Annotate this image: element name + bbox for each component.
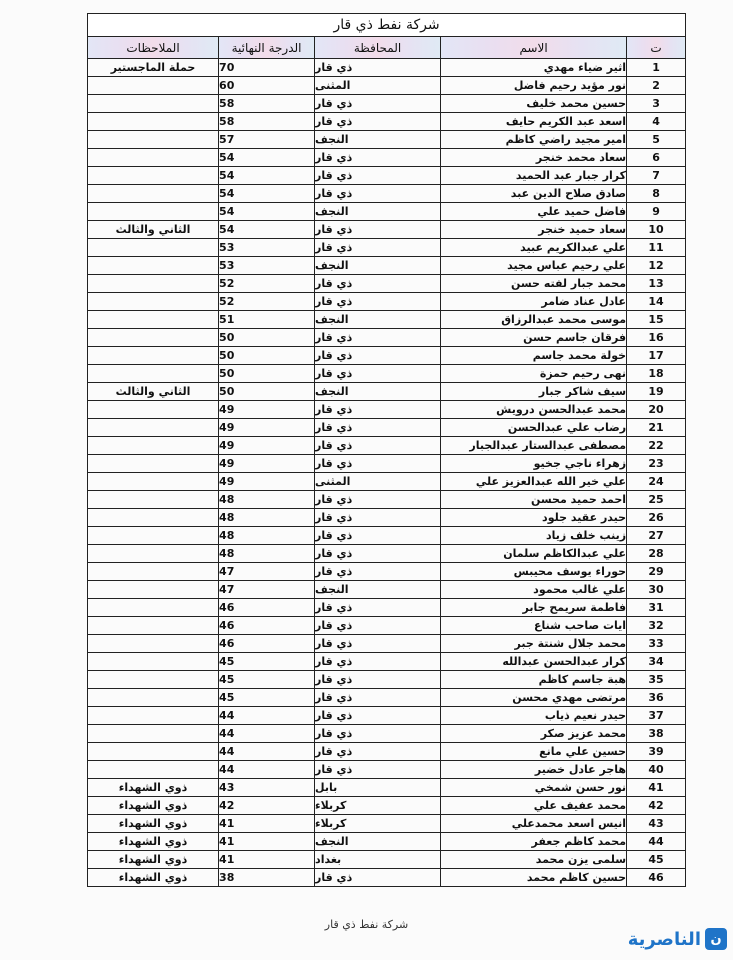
table-row xyxy=(88,59,686,77)
row-number: 36 xyxy=(627,689,686,707)
table-row xyxy=(88,419,686,437)
row-number: 44 xyxy=(627,833,686,851)
row-number: 23 xyxy=(627,455,686,473)
row-name: ايات صاحب شناع xyxy=(441,617,627,635)
row-number: 7 xyxy=(627,167,686,185)
row-name: فاطمة سريمح جابر xyxy=(441,599,627,617)
row-notes xyxy=(88,743,219,761)
row-name: محمد عبدالحسن درويش xyxy=(441,401,627,419)
table-row xyxy=(88,95,686,113)
row-notes xyxy=(88,635,219,653)
row-name: كرار عبدالحسن عبدالله xyxy=(441,653,627,671)
row-grade: 49 xyxy=(219,437,315,455)
table-row xyxy=(88,293,686,311)
row-grade: 58 xyxy=(219,113,315,131)
row-name: محمد كاظم جعفر xyxy=(441,833,627,851)
row-grade: 44 xyxy=(219,761,315,779)
table-row xyxy=(88,113,686,131)
row-notes: ذوي الشهداء xyxy=(88,833,219,851)
table-row xyxy=(88,635,686,653)
row-number: 41 xyxy=(627,779,686,797)
row-notes xyxy=(88,347,219,365)
row-grade: 53 xyxy=(219,239,315,257)
row-governorate: النجف xyxy=(315,203,441,221)
row-governorate: ذي قار xyxy=(315,761,441,779)
header-row xyxy=(88,37,686,59)
row-governorate: بابل xyxy=(315,779,441,797)
row-grade: 50 xyxy=(219,347,315,365)
row-name: صادق صلاح الدين عبد xyxy=(441,185,627,203)
row-name: علي رحيم عباس مجيد xyxy=(441,257,627,275)
row-notes xyxy=(88,203,219,221)
row-grade: 45 xyxy=(219,653,315,671)
row-grade: 54 xyxy=(219,167,315,185)
row-governorate: ذي قار xyxy=(315,95,441,113)
table-row xyxy=(88,617,686,635)
row-number: 31 xyxy=(627,599,686,617)
row-notes xyxy=(88,491,219,509)
table-row xyxy=(88,761,686,779)
row-notes xyxy=(88,653,219,671)
row-name: سيف شاكر جبار xyxy=(441,383,627,401)
row-governorate: ذي قار xyxy=(315,347,441,365)
table-row xyxy=(88,509,686,527)
table-row xyxy=(88,581,686,599)
row-number: 40 xyxy=(627,761,686,779)
row-name: علي عبدالكاظم سلمان xyxy=(441,545,627,563)
row-number: 33 xyxy=(627,635,686,653)
row-grade: 46 xyxy=(219,617,315,635)
row-governorate: ذي قار xyxy=(315,275,441,293)
row-name: سعاد حميد خنجر xyxy=(441,221,627,239)
row-grade: 50 xyxy=(219,383,315,401)
table-row xyxy=(88,833,686,851)
table-row xyxy=(88,743,686,761)
row-grade: 50 xyxy=(219,365,315,383)
row-name: نهى رحيم حمزة xyxy=(441,365,627,383)
row-name: مرتضى مهدي محسن xyxy=(441,689,627,707)
row-notes xyxy=(88,77,219,95)
row-governorate: ذي قار xyxy=(315,185,441,203)
header-no: ت xyxy=(627,37,686,59)
table-row xyxy=(88,473,686,491)
row-grade: 44 xyxy=(219,743,315,761)
table-title: شركة نفط ذي قار xyxy=(88,14,686,37)
row-name: رضاب علي عبدالحسن xyxy=(441,419,627,437)
row-number: 42 xyxy=(627,797,686,815)
row-name: محمد عزيز صكر xyxy=(441,725,627,743)
header-grade: الدرجة النهائية xyxy=(219,37,315,59)
row-number: 11 xyxy=(627,239,686,257)
row-governorate: ذي قار xyxy=(315,671,441,689)
table-row xyxy=(88,491,686,509)
row-grade: 46 xyxy=(219,599,315,617)
row-name: هاجر عادل خضير xyxy=(441,761,627,779)
row-notes xyxy=(88,617,219,635)
table-row xyxy=(88,311,686,329)
row-governorate: ذي قار xyxy=(315,113,441,131)
row-number: 46 xyxy=(627,869,686,887)
row-governorate: ذي قار xyxy=(315,563,441,581)
row-number: 27 xyxy=(627,527,686,545)
row-notes xyxy=(88,671,219,689)
table-body xyxy=(88,59,686,887)
row-notes xyxy=(88,563,219,581)
row-grade: 43 xyxy=(219,779,315,797)
row-governorate: ذي قار xyxy=(315,689,441,707)
row-grade: 44 xyxy=(219,725,315,743)
row-number: 34 xyxy=(627,653,686,671)
row-grade: 70 xyxy=(219,59,315,77)
row-name: محمد جلال شنتة جبر xyxy=(441,635,627,653)
row-name: موسى محمد عبدالرزاق xyxy=(441,311,627,329)
row-grade: 47 xyxy=(219,563,315,581)
row-grade: 58 xyxy=(219,95,315,113)
table-row xyxy=(88,365,686,383)
row-grade: 46 xyxy=(219,635,315,653)
row-number: 14 xyxy=(627,293,686,311)
row-governorate: ذي قار xyxy=(315,617,441,635)
row-name: محمد عفيف علي xyxy=(441,797,627,815)
row-notes xyxy=(88,365,219,383)
row-number: 29 xyxy=(627,563,686,581)
row-governorate: ذي قار xyxy=(315,419,441,437)
row-number: 37 xyxy=(627,707,686,725)
table-row xyxy=(88,275,686,293)
row-grade: 54 xyxy=(219,203,315,221)
table-row xyxy=(88,257,686,275)
row-governorate: النجف xyxy=(315,311,441,329)
row-number: 25 xyxy=(627,491,686,509)
row-grade: 48 xyxy=(219,491,315,509)
table-row xyxy=(88,779,686,797)
row-number: 22 xyxy=(627,437,686,455)
row-notes xyxy=(88,131,219,149)
row-notes xyxy=(88,311,219,329)
row-grade: 45 xyxy=(219,671,315,689)
table-row xyxy=(88,653,686,671)
row-number: 18 xyxy=(627,365,686,383)
row-name: اسعد عبد الكريم حايف xyxy=(441,113,627,131)
header-governorate: المحافظة xyxy=(315,37,441,59)
row-number: 15 xyxy=(627,311,686,329)
row-governorate: ذي قار xyxy=(315,293,441,311)
row-number: 26 xyxy=(627,509,686,527)
row-notes: ذوي الشهداء xyxy=(88,815,219,833)
table-row xyxy=(88,329,686,347)
row-notes xyxy=(88,185,219,203)
row-notes xyxy=(88,257,219,275)
row-notes xyxy=(88,689,219,707)
row-number: 17 xyxy=(627,347,686,365)
row-grade: 49 xyxy=(219,473,315,491)
row-name: هبة جاسم كاظم xyxy=(441,671,627,689)
table-row xyxy=(88,797,686,815)
row-number: 6 xyxy=(627,149,686,167)
row-number: 16 xyxy=(627,329,686,347)
row-governorate: النجف xyxy=(315,257,441,275)
row-governorate: ذي قار xyxy=(315,509,441,527)
row-number: 2 xyxy=(627,77,686,95)
row-notes xyxy=(88,545,219,563)
row-number: 38 xyxy=(627,725,686,743)
row-number: 1 xyxy=(627,59,686,77)
row-notes xyxy=(88,473,219,491)
row-governorate: ذي قار xyxy=(315,725,441,743)
row-name: محمد جبار لفته حسن xyxy=(441,275,627,293)
row-notes xyxy=(88,599,219,617)
row-governorate: ذي قار xyxy=(315,635,441,653)
row-notes: ذوي الشهداء xyxy=(88,851,219,869)
row-governorate: ذي قار xyxy=(315,527,441,545)
row-number: 5 xyxy=(627,131,686,149)
row-governorate: ذي قار xyxy=(315,59,441,77)
table-row xyxy=(88,131,686,149)
table-row xyxy=(88,401,686,419)
row-name: علي عبدالكريم عبيد xyxy=(441,239,627,257)
row-grade: 49 xyxy=(219,455,315,473)
row-number: 10 xyxy=(627,221,686,239)
row-grade: 41 xyxy=(219,815,315,833)
header-notes: الملاحظات xyxy=(88,37,219,59)
row-notes xyxy=(88,149,219,167)
row-number: 28 xyxy=(627,545,686,563)
table-row xyxy=(88,707,686,725)
row-grade: 41 xyxy=(219,833,315,851)
table-row xyxy=(88,869,686,887)
row-name: حوراء يوسف محيبس xyxy=(441,563,627,581)
row-name: زهراء ناجي جخيو xyxy=(441,455,627,473)
row-name: علي غالب محمود xyxy=(441,581,627,599)
table-row xyxy=(88,239,686,257)
row-grade: 45 xyxy=(219,689,315,707)
row-notes xyxy=(88,95,219,113)
row-name: امير مجيد راضي كاظم xyxy=(441,131,627,149)
row-name: سلمى يزن محمد xyxy=(441,851,627,869)
row-governorate: ذي قار xyxy=(315,221,441,239)
row-governorate: النجف xyxy=(315,383,441,401)
row-governorate: النجف xyxy=(315,131,441,149)
row-grade: 60 xyxy=(219,77,315,95)
row-number: 9 xyxy=(627,203,686,221)
row-grade: 41 xyxy=(219,851,315,869)
row-notes xyxy=(88,401,219,419)
row-governorate: المثنى xyxy=(315,77,441,95)
row-grade: 52 xyxy=(219,275,315,293)
row-notes: الثاني والثالث xyxy=(88,221,219,239)
row-name: عادل عناد ضامر xyxy=(441,293,627,311)
table-row xyxy=(88,725,686,743)
row-number: 30 xyxy=(627,581,686,599)
row-name: حيدر نعيم ذياب xyxy=(441,707,627,725)
row-grade: 54 xyxy=(219,149,315,167)
row-name: انيس اسعد محمدعلي xyxy=(441,815,627,833)
table-row xyxy=(88,527,686,545)
table-row xyxy=(88,167,686,185)
row-number: 35 xyxy=(627,671,686,689)
table-row xyxy=(88,185,686,203)
row-grade: 48 xyxy=(219,509,315,527)
row-governorate: النجف xyxy=(315,833,441,851)
row-notes xyxy=(88,275,219,293)
row-name: سعاد محمد خنجر xyxy=(441,149,627,167)
results-table xyxy=(87,13,686,887)
row-grade: 42 xyxy=(219,797,315,815)
row-governorate: ذي قار xyxy=(315,869,441,887)
row-name: نور مؤيد رحيم فاضل xyxy=(441,77,627,95)
row-governorate: ذي قار xyxy=(315,455,441,473)
row-grade: 48 xyxy=(219,527,315,545)
row-grade: 38 xyxy=(219,869,315,887)
row-notes: ذوي الشهداء xyxy=(88,797,219,815)
table-row xyxy=(88,221,686,239)
row-governorate: كربلاء xyxy=(315,815,441,833)
logo-text: الناصرية xyxy=(627,928,701,950)
row-governorate: ذي قار xyxy=(315,149,441,167)
row-name: فاضل حميد علي xyxy=(441,203,627,221)
row-grade: 49 xyxy=(219,419,315,437)
row-governorate: ذي قار xyxy=(315,365,441,383)
logo-icon: ن xyxy=(705,928,727,950)
row-governorate: المثنى xyxy=(315,473,441,491)
row-grade: 53 xyxy=(219,257,315,275)
row-governorate: ذي قار xyxy=(315,491,441,509)
row-name: حسين محمد خليف xyxy=(441,95,627,113)
row-notes xyxy=(88,725,219,743)
row-governorate: ذي قار xyxy=(315,599,441,617)
row-name: خولة محمد جاسم xyxy=(441,347,627,365)
row-number: 24 xyxy=(627,473,686,491)
row-name: مصطفى عبدالستار عبدالجبار xyxy=(441,437,627,455)
row-name: حسين علي مانع xyxy=(441,743,627,761)
row-grade: 57 xyxy=(219,131,315,149)
table-row xyxy=(88,563,686,581)
table-row xyxy=(88,671,686,689)
table-row xyxy=(88,545,686,563)
row-grade: 50 xyxy=(219,329,315,347)
row-governorate: ذي قار xyxy=(315,653,441,671)
table-row xyxy=(88,689,686,707)
table-row xyxy=(88,815,686,833)
row-governorate: ذي قار xyxy=(315,239,441,257)
table-row xyxy=(88,77,686,95)
row-notes xyxy=(88,707,219,725)
row-number: 13 xyxy=(627,275,686,293)
row-number: 32 xyxy=(627,617,686,635)
row-number: 21 xyxy=(627,419,686,437)
row-notes xyxy=(88,455,219,473)
row-governorate: ذي قار xyxy=(315,707,441,725)
row-name: اثير ضياء مهدي xyxy=(441,59,627,77)
table-row xyxy=(88,149,686,167)
row-governorate: ذي قار xyxy=(315,329,441,347)
row-governorate: النجف xyxy=(315,581,441,599)
row-notes: ذوي الشهداء xyxy=(88,779,219,797)
table-row xyxy=(88,437,686,455)
row-number: 39 xyxy=(627,743,686,761)
row-grade: 54 xyxy=(219,185,315,203)
table-row xyxy=(88,599,686,617)
row-notes xyxy=(88,437,219,455)
row-name: احمد حميد محسن xyxy=(441,491,627,509)
watermark-logo xyxy=(628,928,727,950)
row-notes: ذوي الشهداء xyxy=(88,869,219,887)
row-notes xyxy=(88,113,219,131)
row-governorate: بغداد xyxy=(315,851,441,869)
row-notes xyxy=(88,509,219,527)
header-name: الاسم xyxy=(441,37,627,59)
row-grade: 54 xyxy=(219,221,315,239)
row-governorate: ذي قار xyxy=(315,437,441,455)
row-name: زينب خلف زياد xyxy=(441,527,627,545)
row-notes xyxy=(88,239,219,257)
row-notes xyxy=(88,167,219,185)
table-row xyxy=(88,851,686,869)
row-name: كرار جبار عبد الحميد xyxy=(441,167,627,185)
row-number: 20 xyxy=(627,401,686,419)
row-number: 43 xyxy=(627,815,686,833)
row-number: 8 xyxy=(627,185,686,203)
row-notes xyxy=(88,329,219,347)
row-number: 3 xyxy=(627,95,686,113)
row-grade: 51 xyxy=(219,311,315,329)
row-governorate: ذي قار xyxy=(315,167,441,185)
row-grade: 49 xyxy=(219,401,315,419)
row-notes xyxy=(88,527,219,545)
row-name: حيدر عقيد جلود xyxy=(441,509,627,527)
row-governorate: كربلاء xyxy=(315,797,441,815)
row-grade: 52 xyxy=(219,293,315,311)
row-number: 12 xyxy=(627,257,686,275)
table-row xyxy=(88,455,686,473)
row-name: فرقان جاسم حسن xyxy=(441,329,627,347)
row-number: 4 xyxy=(627,113,686,131)
row-number: 45 xyxy=(627,851,686,869)
row-notes xyxy=(88,761,219,779)
table-row xyxy=(88,203,686,221)
row-name: علي خير الله عبدالعزيز علي xyxy=(441,473,627,491)
row-governorate: ذي قار xyxy=(315,401,441,419)
row-notes xyxy=(88,293,219,311)
row-number: 19 xyxy=(627,383,686,401)
row-governorate: ذي قار xyxy=(315,545,441,563)
row-governorate: ذي قار xyxy=(315,743,441,761)
row-notes xyxy=(88,419,219,437)
row-grade: 48 xyxy=(219,545,315,563)
row-grade: 47 xyxy=(219,581,315,599)
row-name: حسين كاظم محمد xyxy=(441,869,627,887)
row-notes xyxy=(88,581,219,599)
table-row xyxy=(88,383,686,401)
row-notes: حملة الماجستير xyxy=(88,59,219,77)
page-footer: شركة نفط ذي قار xyxy=(324,918,409,931)
row-grade: 44 xyxy=(219,707,315,725)
row-name: نور حسن شمخي xyxy=(441,779,627,797)
row-notes: الثاني والثالث xyxy=(88,383,219,401)
table-row xyxy=(88,347,686,365)
